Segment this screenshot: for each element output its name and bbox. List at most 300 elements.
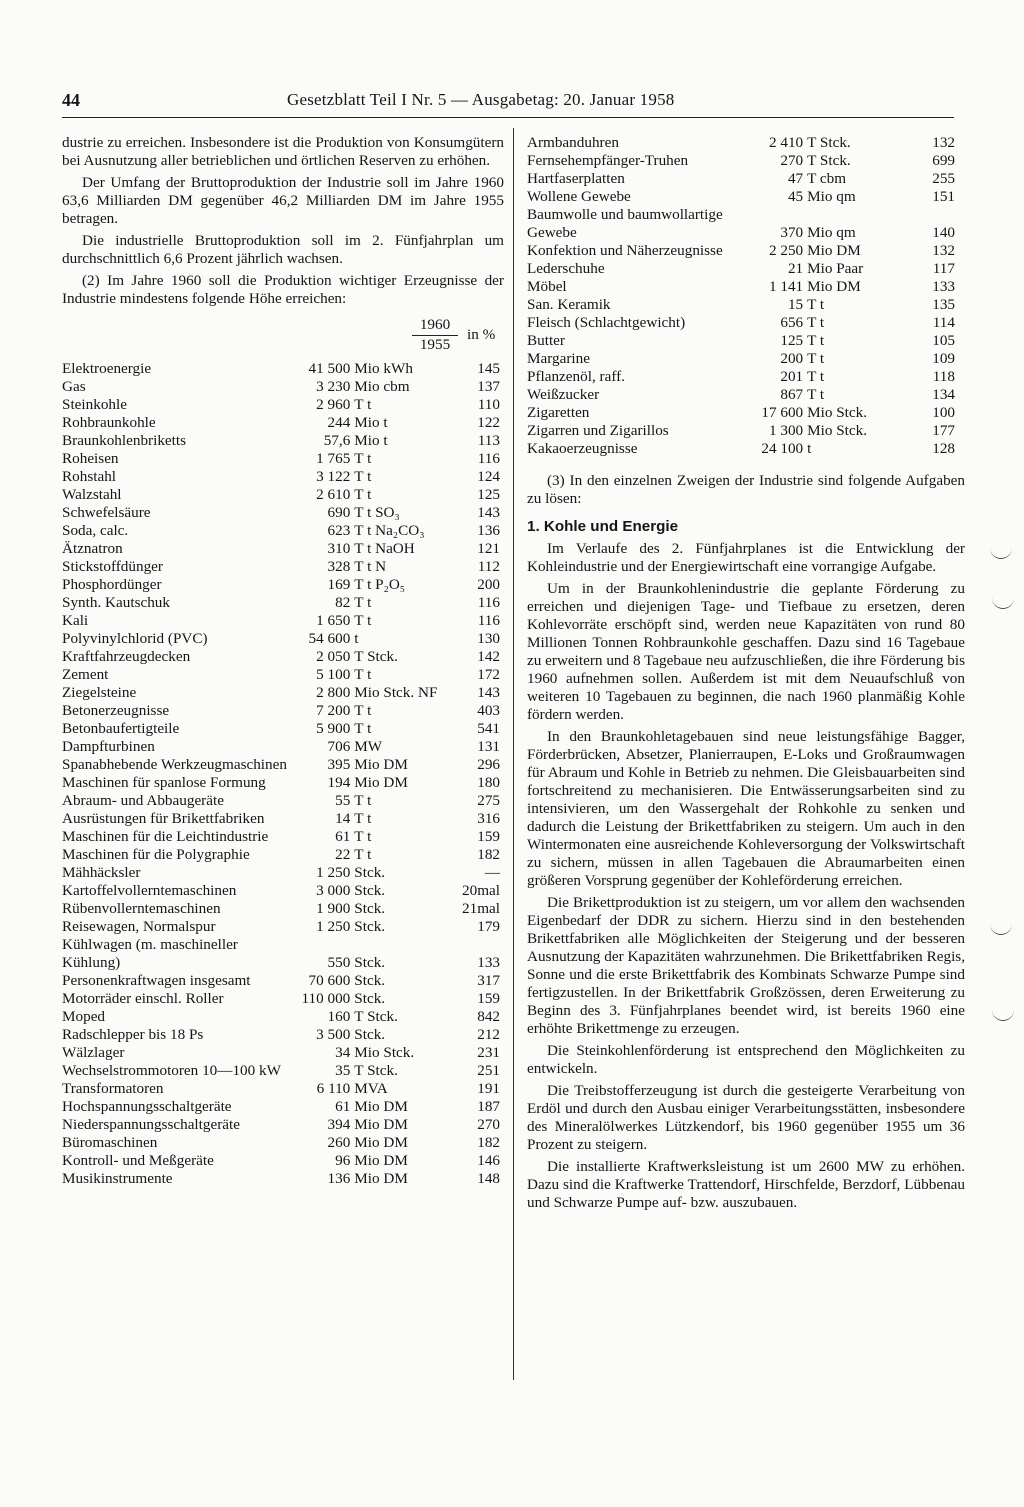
percent-1960-1955: 110 — [477, 396, 500, 413]
unit: Mio kWh — [354, 360, 413, 377]
table-row — [527, 350, 965, 368]
body-paragraph: Die Steinkohlenförderung ist entsprechend den Möglichkeiten zu entwickeln. — [527, 1042, 965, 1077]
product-name: Rohbraunkohle — [62, 414, 156, 431]
quantity: 1 765 — [316, 450, 351, 467]
percent-1960-1955: 151 — [932, 188, 955, 205]
section-title: 1. Kohle und Energie — [527, 518, 679, 535]
quantity: 1 141 — [768, 278, 804, 295]
quantity: 55 — [335, 792, 351, 809]
quantity: 24 100 — [761, 440, 804, 457]
percent-1960-1955: 21mal — [462, 900, 500, 917]
table-row — [62, 378, 504, 396]
table-row — [62, 1152, 504, 1170]
product-name: Transformatoren — [62, 1080, 164, 1097]
table-row — [62, 864, 504, 882]
quantity: 370 — [780, 224, 804, 241]
table-row — [527, 206, 965, 242]
unit: Mio Stck. — [807, 422, 868, 439]
table-row — [62, 414, 504, 432]
unit: T t — [807, 332, 825, 349]
unit: T t SO₃ — [354, 504, 400, 521]
quantity: 2 410 — [768, 134, 804, 151]
percent-1960-1955: 191 — [477, 1080, 500, 1097]
product-name: Maschinen für die Leichtindustrie — [62, 828, 269, 845]
product-name: Walzstahl — [62, 486, 122, 503]
percent-1960-1955: 137 — [477, 378, 500, 395]
table-row — [62, 756, 504, 774]
percent-1960-1955: 182 — [477, 1134, 500, 1151]
percent-1960-1955: 117 — [932, 260, 955, 277]
product-name: Zigarren und Zigarillos — [527, 422, 669, 439]
quantity: 201 — [780, 368, 804, 385]
product-name: Personenkraftwagen insgesamt — [62, 972, 251, 989]
quantity: 1 300 — [768, 422, 804, 439]
percent-1960-1955: 132 — [932, 134, 955, 151]
quantity: 3 230 — [316, 378, 351, 395]
table-row — [62, 1062, 504, 1080]
ratio-fraction — [412, 316, 458, 354]
quantity: 41 500 — [308, 360, 351, 377]
percent-1960-1955: 541 — [477, 720, 500, 737]
product-name: Kartoffelvollerntemaschinen — [62, 882, 237, 899]
percent-1960-1955: 316 — [477, 810, 500, 827]
percent-1960-1955: 122 — [477, 414, 500, 431]
unit: t — [807, 440, 812, 457]
product-name: Fleisch (Schlachtgewicht) — [527, 314, 686, 331]
product-name: Elektroenergie — [62, 360, 152, 377]
unit: Stck. — [354, 864, 386, 881]
table-row — [527, 404, 965, 422]
quantity: 160 — [327, 1008, 351, 1025]
unit: T t — [354, 450, 372, 467]
product-name: Steinkohle — [62, 396, 127, 413]
table-row — [62, 900, 504, 918]
unit: T t — [354, 396, 372, 413]
unit: t — [354, 630, 359, 647]
table-row — [527, 368, 965, 386]
table-row — [62, 810, 504, 828]
product-name: Gas — [62, 378, 86, 395]
table-row — [62, 1116, 504, 1134]
product-name: Polyvinylchlorid (PVC) — [62, 630, 208, 647]
product-name: Kali — [62, 612, 89, 629]
percent-1960-1955: 140 — [932, 224, 955, 241]
unit: T t NaOH — [354, 540, 415, 557]
quantity: 82 — [335, 594, 351, 611]
fraction-denominator: 1955 — [419, 336, 451, 353]
percent-1960-1955: 159 — [477, 990, 500, 1007]
table-row — [62, 936, 504, 972]
unit: Mio DM — [354, 756, 408, 773]
quantity: 244 — [327, 414, 351, 431]
percent-1960-1955: 145 — [477, 360, 500, 377]
product-name: Konfektion und Näherzeugnisse — [527, 242, 723, 259]
product-name: Hartfaserplatten — [527, 170, 625, 187]
quantity: 5 100 — [316, 666, 351, 683]
unit: T Stck. — [354, 1008, 398, 1025]
quantity: 57,6 — [323, 432, 351, 449]
unit: Stck. — [354, 900, 386, 917]
quantity: 110 000 — [301, 990, 351, 1007]
product-name: Roheisen — [62, 450, 119, 467]
percent-1960-1955: 296 — [477, 756, 500, 773]
product-name: Ausrüstungen für Brikettfabriken — [62, 810, 265, 827]
unit: Mio Paar — [807, 260, 864, 277]
product-name: Butter — [527, 332, 565, 349]
product-name: Kakaoerzeugnisse — [527, 440, 638, 457]
product-name: Rübenvollerntemaschinen — [62, 900, 221, 917]
table-row — [62, 1080, 504, 1098]
quantity: 14 — [335, 810, 351, 827]
quantity: 2 960 — [316, 396, 351, 413]
unit: Mio DM — [354, 774, 408, 791]
table-row — [62, 702, 504, 720]
table-row — [62, 774, 504, 792]
right-column — [527, 134, 965, 1216]
product-name: Weißzucker — [527, 386, 600, 403]
percent-1960-1955: 118 — [932, 368, 955, 385]
quantity: 61 — [335, 1098, 351, 1115]
product-name: Maschinen für spanlose Formung — [62, 774, 266, 791]
table-row — [527, 278, 965, 296]
product-name: Armbanduhren — [527, 134, 619, 151]
product-name: Büromaschinen — [62, 1134, 158, 1151]
table-row — [62, 360, 504, 378]
unit: T t — [354, 828, 372, 845]
body-paragraph: Die Treibstofferzeugung ist durch die gesteigerte Verarbeitung von Erdöl und durch den Ausbau einiger Verarbeitungsstätten, insbesondere des Mineralölwerkes Lützkendorf, bis 1960 gegenüber 1955 um 36 Prozent zu steigern. — [527, 1082, 965, 1153]
unit: T Stck. — [354, 1062, 398, 1079]
product-name: Lederschuhe — [527, 260, 605, 277]
unit: Mio cbm — [354, 378, 410, 395]
quantity: 34 — [335, 1044, 351, 1061]
unit: T t — [354, 720, 372, 737]
product-name: Wollene Gewebe — [527, 188, 631, 205]
percent-1960-1955: 275 — [477, 792, 500, 809]
intro-paragraph: (2) Im Jahre 1960 soll die Produktion wichtiger Erzeugnisse der Industrie mindestens folgende Höhe erreichen: — [62, 272, 504, 307]
percent-1960-1955: 133 — [932, 278, 955, 295]
table-row — [62, 504, 504, 522]
unit: T t Na₂CO₃ — [354, 522, 425, 539]
fraction-numerator: 1960 — [412, 316, 458, 336]
quantity: 1 650 — [316, 612, 351, 629]
table-row — [62, 432, 504, 450]
unit: Mio DM — [807, 242, 861, 259]
table-row — [62, 630, 504, 648]
unit: Stck. — [354, 972, 386, 989]
quantity: 270 — [780, 152, 804, 169]
product-name: Spanabhebende Werkzeugmaschinen — [62, 756, 287, 773]
table-row — [527, 386, 965, 404]
percent-1960-1955: 842 — [477, 1008, 500, 1025]
body-paragraph: Die installierte Kraftwerksleistung ist um 2600 MW zu erhöhen. Dazu sind die Kraftwerke Trattendorf, Hirschfelde, Berzdorf, Lübbenau und Schwarze Pumpe auf- bzw. auszubauen. — [527, 1158, 965, 1211]
product-name: Betonbaufertigteile — [62, 720, 180, 737]
intro-paragraph: Die industrielle Bruttoproduktion soll im 2. Fünfjahrplan um durchschnittlich 6,6 Prozent jährlich wachsen. — [62, 232, 504, 267]
percent-1960-1955: — — [484, 864, 500, 881]
percent-1960-1955: 20mal — [462, 882, 500, 899]
unit: T t — [354, 810, 372, 827]
section-body — [527, 540, 965, 1212]
unit: T t — [354, 702, 372, 719]
percent-1960-1955: 142 — [477, 648, 500, 665]
unit: Mio t — [354, 414, 388, 431]
percent-1960-1955: 109 — [932, 350, 955, 367]
product-name: Dampfturbinen — [62, 738, 155, 755]
product-name: Pflanzenöl, raff. — [527, 368, 625, 385]
table-row — [527, 188, 965, 206]
product-name: Ätznatron — [62, 540, 123, 557]
unit: T t N — [354, 558, 387, 575]
table-row — [62, 396, 504, 414]
unit: T t — [807, 368, 825, 385]
product-name: Ziegelsteine — [62, 684, 137, 701]
unit: Mio qm — [807, 188, 856, 205]
product-name: Musikinstrumente — [62, 1170, 173, 1187]
unit: Stck. — [354, 954, 386, 971]
product-name: Stickstoffdünger — [62, 558, 163, 575]
product-name: Margarine — [527, 350, 590, 367]
table-row — [62, 1044, 504, 1062]
percent-1960-1955: 231 — [477, 1044, 500, 1061]
quantity: 22 — [335, 846, 351, 863]
quantity: 867 — [780, 386, 804, 403]
table-row — [62, 684, 504, 702]
quantity: 623 — [327, 522, 351, 539]
percent-1960-1955: 146 — [477, 1152, 500, 1169]
product-name: Radschlepper bis 18 Ps — [62, 1026, 204, 1043]
table-row — [62, 648, 504, 666]
table-row — [62, 540, 504, 558]
table-row — [527, 242, 965, 260]
quantity: 706 — [327, 738, 351, 755]
product-name: Kraftfahrzeugdecken — [62, 648, 191, 665]
percent-1960-1955: 131 — [477, 738, 500, 755]
margin-mark — [992, 1010, 1014, 1021]
percent-1960-1955: 100 — [932, 404, 955, 421]
quantity: 690 — [327, 504, 351, 521]
unit: Stck. — [354, 1026, 386, 1043]
table-row — [527, 260, 965, 278]
quantity: 310 — [327, 540, 351, 557]
percent-1960-1955: 180 — [477, 774, 500, 791]
product-name: Wechselstrommotoren 10—100 kW — [62, 1062, 281, 1079]
percent-1960-1955: 699 — [932, 152, 955, 169]
production-table-left — [62, 360, 504, 1188]
body-paragraph: Um in der Braunkohlenindustrie die geplante Förderung zu erreichen und diejenigen Tage- und Tiefbaue zu ersetzen, deren Kohlevorräte erschöpft sind, werden neue Kapazitäten von rund 80 Millionen Tonnen Rohbraunkohle geschaffen. Dazu sind 16 Tagebaue zu erweitern und 8 Tagebaue neu aufzuschließen, die ihre Förderung bis 1960 aufnehmen sollen. Außerdem ist mit dem Neuaufschluß von weiteren 10 Tagebauen zu beginnen, die nach 1960 planmäßig Kohle fördern werden. — [527, 580, 965, 723]
percent-1960-1955: 317 — [477, 972, 500, 989]
percent-1960-1955: 182 — [477, 846, 500, 863]
quantity: 394 — [327, 1116, 351, 1133]
product-name: Betonerzeugnisse — [62, 702, 170, 719]
table-row — [527, 296, 965, 314]
quantity: 395 — [327, 756, 351, 773]
quantity: 1 900 — [316, 900, 351, 917]
quantity: 3 122 — [316, 468, 351, 485]
table-row — [62, 666, 504, 684]
unit: Mio t — [354, 432, 388, 449]
column-divider — [513, 128, 514, 1380]
margin-mark — [990, 548, 1012, 559]
intro-paragraph: dustrie zu erreichen. Insbesondere ist die Produktion von Konsumgütern bei Ausnutzung aller betrieblichen und örtlichen Reserven zu erhöhen. — [62, 134, 504, 169]
percent-1960-1955: 105 — [932, 332, 955, 349]
unit: Mio Stck. NF — [354, 684, 438, 701]
unit: T Stck. — [807, 134, 851, 151]
table-row — [62, 972, 504, 990]
margin-mark — [992, 598, 1014, 609]
unit: Mio DM — [807, 278, 861, 295]
product-name: Fernsehempfänger-Truhen — [527, 152, 689, 169]
unit: T t — [354, 486, 372, 503]
quantity: 15 — [787, 296, 804, 313]
unit: T t — [354, 846, 372, 863]
table-row — [62, 918, 504, 936]
table-row — [62, 792, 504, 810]
percent-1960-1955: 135 — [932, 296, 955, 313]
unit: MW — [354, 738, 383, 755]
quantity: 260 — [327, 1134, 351, 1151]
percent-1960-1955: 133 — [477, 954, 500, 971]
quantity: 1 250 — [316, 918, 351, 935]
unit: T t — [807, 350, 825, 367]
unit: Mio DM — [354, 1116, 408, 1133]
percent-1960-1955: 124 — [477, 468, 500, 485]
quantity: 2 050 — [316, 648, 351, 665]
table-row — [62, 576, 504, 594]
percent-1960-1955: 143 — [477, 504, 500, 521]
percent-1960-1955: 403 — [477, 702, 500, 719]
percent-1960-1955: 148 — [477, 1170, 500, 1187]
product-name: Maschinen für die Polygraphie — [62, 846, 250, 863]
intro-paragraph: Der Umfang der Bruttoproduktion der Industrie soll im Jahre 1960 63,6 Milliarden DM gegenüber 46,2 Milliarden DM im Jahre 1955 betragen. — [62, 174, 504, 227]
table-row — [527, 314, 965, 332]
product-name: Zigaretten — [527, 404, 590, 421]
table-row — [62, 486, 504, 504]
percent-1960-1955: 159 — [477, 828, 500, 845]
unit: Mio Stck. — [354, 1044, 415, 1061]
page-header — [62, 90, 952, 114]
unit: Stck. — [354, 918, 386, 935]
percent-1960-1955: 134 — [932, 386, 955, 403]
percent-1960-1955: 270 — [477, 1116, 500, 1133]
product-name: Soda, calc. — [62, 522, 129, 539]
quantity: 2 610 — [316, 486, 351, 503]
product-name: Synth. Kautschuk — [62, 594, 170, 611]
percent-1960-1955: 121 — [477, 540, 500, 557]
quantity: 194 — [327, 774, 351, 791]
unit: T t P₂O₅ — [354, 576, 406, 593]
product-name: Zement — [62, 666, 109, 683]
table-row — [62, 612, 504, 630]
unit: Mio DM — [354, 1134, 408, 1151]
quantity: 656 — [780, 314, 804, 331]
percent-1960-1955: 128 — [932, 440, 955, 457]
quantity: 35 — [335, 1062, 351, 1079]
table-row — [62, 594, 504, 612]
unit: Mio DM — [354, 1152, 408, 1169]
table-row — [527, 440, 965, 458]
quantity: 45 — [787, 188, 804, 205]
percent-label: in % — [467, 326, 496, 343]
quantity: 3 500 — [316, 1026, 351, 1043]
product-name: Niederspannungsschaltgeräte — [62, 1116, 240, 1133]
percent-1960-1955: 143 — [477, 684, 500, 701]
product-name: Abraum- und Abbaugeräte — [62, 792, 224, 809]
percent-1960-1955: 251 — [477, 1062, 500, 1079]
body-paragraph: Im Verlaufe des 2. Fünfjahrplanes ist die Entwicklung der Kohleindustrie und der Energiewirtschaft eine vorrangige Aufgabe. — [527, 540, 965, 575]
quantity: 1 250 — [316, 864, 351, 881]
percent-1960-1955: 255 — [932, 170, 955, 187]
percent-1960-1955: 116 — [477, 450, 500, 467]
table-row — [62, 738, 504, 756]
unit: T cbm — [807, 170, 847, 187]
table-row — [62, 882, 504, 900]
unit: T t — [354, 612, 372, 629]
product-name: Baumwolle und baumwollartige Gewebe — [527, 206, 723, 241]
product-name: Kühlwagen (m. maschineller Kühlung) — [62, 936, 238, 971]
percent-1960-1955: 172 — [477, 666, 500, 683]
product-name: Phosphordünger — [62, 576, 162, 593]
quantity: 54 600 — [308, 630, 351, 647]
table-row — [62, 1134, 504, 1152]
quantity: 70 600 — [308, 972, 351, 989]
table-row — [62, 468, 504, 486]
table-row — [62, 1098, 504, 1116]
quantity: 550 — [327, 954, 351, 971]
unit: T t — [807, 314, 825, 331]
product-name: Moped — [62, 1008, 106, 1025]
percent-1960-1955: 125 — [477, 486, 500, 503]
quantity: 136 — [327, 1170, 351, 1187]
body-paragraph: Die Brikettproduktion ist zu steigern, um vor allem den wachsenden Eigenbedarf der DDR zu sichern. Hierzu sind in den bestehenden Brikettfabriken alle Möglichkeiten der Steigerung und der besseren Ausnutzung der Kapazitäten wahrzunehmen. Die Brikettfabriken Regis, Sonne und die erste Brikettfabrik des Kombinats Schwarze Pumpe sind fertigzustellen. In der Brikettfabrik Großzössen, deren Erweiterung zu Beginn des 3. Fünfjahrplanes beendet wird, ist bereits 1960 eine erhöhte Brikettmenge zu erzeugen. — [527, 894, 965, 1037]
unit: T t — [354, 792, 372, 809]
percent-1960-1955: 200 — [477, 576, 500, 593]
unit: T t — [354, 666, 372, 683]
table-row — [62, 720, 504, 738]
unit: T t — [807, 386, 825, 403]
product-name: Mähhäcksler — [62, 864, 141, 881]
table-row — [527, 170, 965, 188]
table-row — [62, 846, 504, 864]
quantity: 47 — [787, 170, 804, 187]
table-row — [62, 450, 504, 468]
quantity: 6 110 — [316, 1080, 351, 1097]
table-row — [62, 522, 504, 540]
quantity: 2 250 — [768, 242, 804, 259]
quantity: 96 — [335, 1152, 351, 1169]
product-name: Hochspannungsschaltgeräte — [62, 1098, 232, 1115]
paragraph-3: (3) In den einzelnen Zweigen der Industrie sind folgende Aufgaben zu lösen: — [527, 472, 965, 507]
table-row — [62, 1170, 504, 1188]
product-name: Kontroll- und Meßgeräte — [62, 1152, 214, 1169]
unit: Stck. — [354, 990, 386, 1007]
product-name: Rohstahl — [62, 468, 117, 485]
percent-1960-1955: 212 — [477, 1026, 500, 1043]
percent-1960-1955: 116 — [477, 594, 500, 611]
product-name: Wälzlager — [62, 1044, 125, 1061]
percent-1960-1955: 132 — [932, 242, 955, 259]
table-row — [527, 134, 965, 152]
quantity: 21 — [787, 260, 804, 277]
table-row — [62, 558, 504, 576]
table-row — [62, 1026, 504, 1044]
percent-1960-1955: 113 — [477, 432, 500, 449]
left-column — [62, 134, 504, 1188]
table-row — [62, 1008, 504, 1026]
unit: T Stck. — [354, 648, 398, 665]
product-name: Motorräder einschl. Roller — [62, 990, 224, 1007]
product-name: Braunkohlenbriketts — [62, 432, 187, 449]
product-name: San. Keramik — [527, 296, 611, 313]
quantity: 200 — [780, 350, 804, 367]
